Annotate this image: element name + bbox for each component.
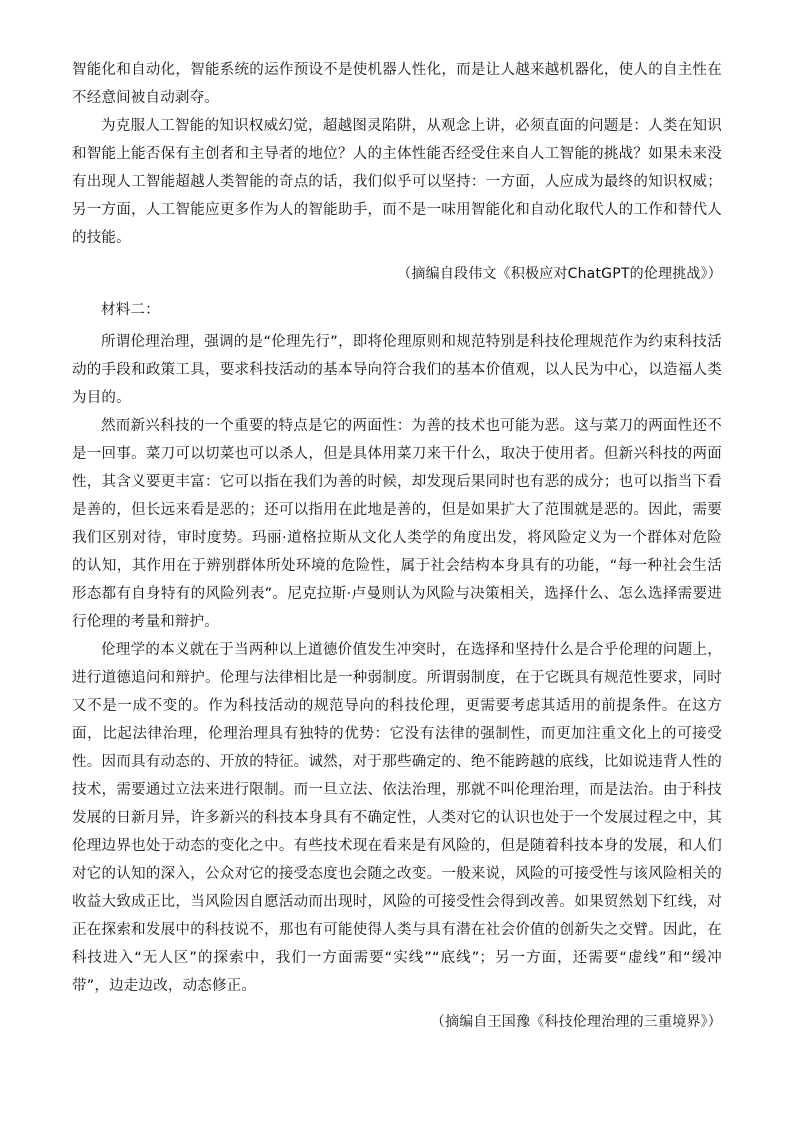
document-page [72,56,722,1044]
material-two-heading: 材料二： [101,302,160,318]
paragraph-ethics-meaning: 伦理学的本义就在于当两种以上道德价值发生冲突时，在选择和坚持什么是合乎伦理的问题上，进行道德追问和辩护。伦理与法律相比是一种弱制度。所谓弱制度，在于它既具有规范性要求，同时又不是一成不变的。作为科技活动的规范导向的科技伦理，更需要考虑其适用的前提条件。在这方面，比起法律治理，伦理治理具有独特的优势：它没有法律的强制性，而更加注重文化上的可接受性。因而具有动态的、开放的特征。诚然，对于那些确定的、绝不能跨越的底线，比如说违背人性的技术，需要通过立法来进行限制。而一旦立法、依法治理，那就不叫伦理治理，而是法治。由于科技发展的日新月异，许多新兴的科技本身具有不确定性，人类对它的认识也处于一个发展过程之中，其伦理边界也处于动态的变化之中。有些技术现在看来是有风险的，但是随着科技本身的发展，和人们对它的认知的深入，公众对它的接受态度也会随之改变。一般来说，风险的可接受性与该风险相关的收益大致成正比，当风险因自愿活动而出现时，风险的可接受性会得到改善。如果贸然划下红线，对正在探索和发展中的科技说不，那也有可能使得人类与具有潜在社会价值的创新失之交臂。因此，在科技进入“无人区”的探索中，我们一方面需要“实线”“底线”；另一方面，还需要“虚线”和“缓冲带”，边走边改，动态修正。 [72,642,722,994]
source-citation-2: （摘编自王国豫《科技伦理治理的三重境界》） [430,1014,722,1030]
paragraph-ethics-governance: 所谓伦理治理，强调的是“伦理先行”，即将伦理原则和规范特别是科技伦理规范作为约束科技活动的手段和政策工具，要求科技活动的基本导向符合我们的基本价值观，以人民为中心，以造福人类为目的。 [72,334,722,406]
source-citation-1: （摘编自段伟文《积极应对ChatGPT的伦理挑战》） [397,266,722,282]
paragraph-ai-authority: 为克服人工智能的知识权威幻觉，超越图灵陷阱，从观念上讲，必须直面的问题是：人类在知识和智能上能否保有主创者和主导者的地位？人的主体性能否经受住来自人工智能的挑战？如果未来没有出现人工智能超越人类智能的奇点的话，我们似乎可以坚持：一方面，人应成为最终的知识权威；另一方面，人工智能应更多作为人的智能助手，而不是一味用智能化和自动化取代人的工作和替代人的技能。 [72,118,722,246]
paragraph-intro-continuation: 智能化和自动化，智能系统的运作预设不是使机器人性化，而是让人越来越机器化，使人的自主性在不经意间被自动剥夺。 [72,62,722,106]
paragraph-dual-nature: 然而新兴科技的一个重要的特点是它的两面性：为善的技术也可能为恶。这与菜刀的两面性还不是一回事。菜刀可以切菜也可以杀人，但是具体用菜刀来干什么，取决于使用者。但新兴科技的两面性，其含义要更丰富：它可以指在我们为善的时候，却发现后果同时也有恶的成分；也可以指当下看是善的，但长远来看是恶的；还可以指用在此地是善的，但是如果扩大了范围就是恶的。因此，需要我们区别对待，审时度势。玛丽·道格拉斯从文化人类学的角度出发，将风险定义为一个群体对危险的认知，其作用在于辨别群体所处环境的危险性，属于社会结构本身具有的功能，“每一种社会生活形态都有自身特有的风险列表”。尼克拉斯·卢曼则认为风险与决策相关，选择什么、怎么选择需要进行伦理的考量和辩护。 [72,418,722,630]
